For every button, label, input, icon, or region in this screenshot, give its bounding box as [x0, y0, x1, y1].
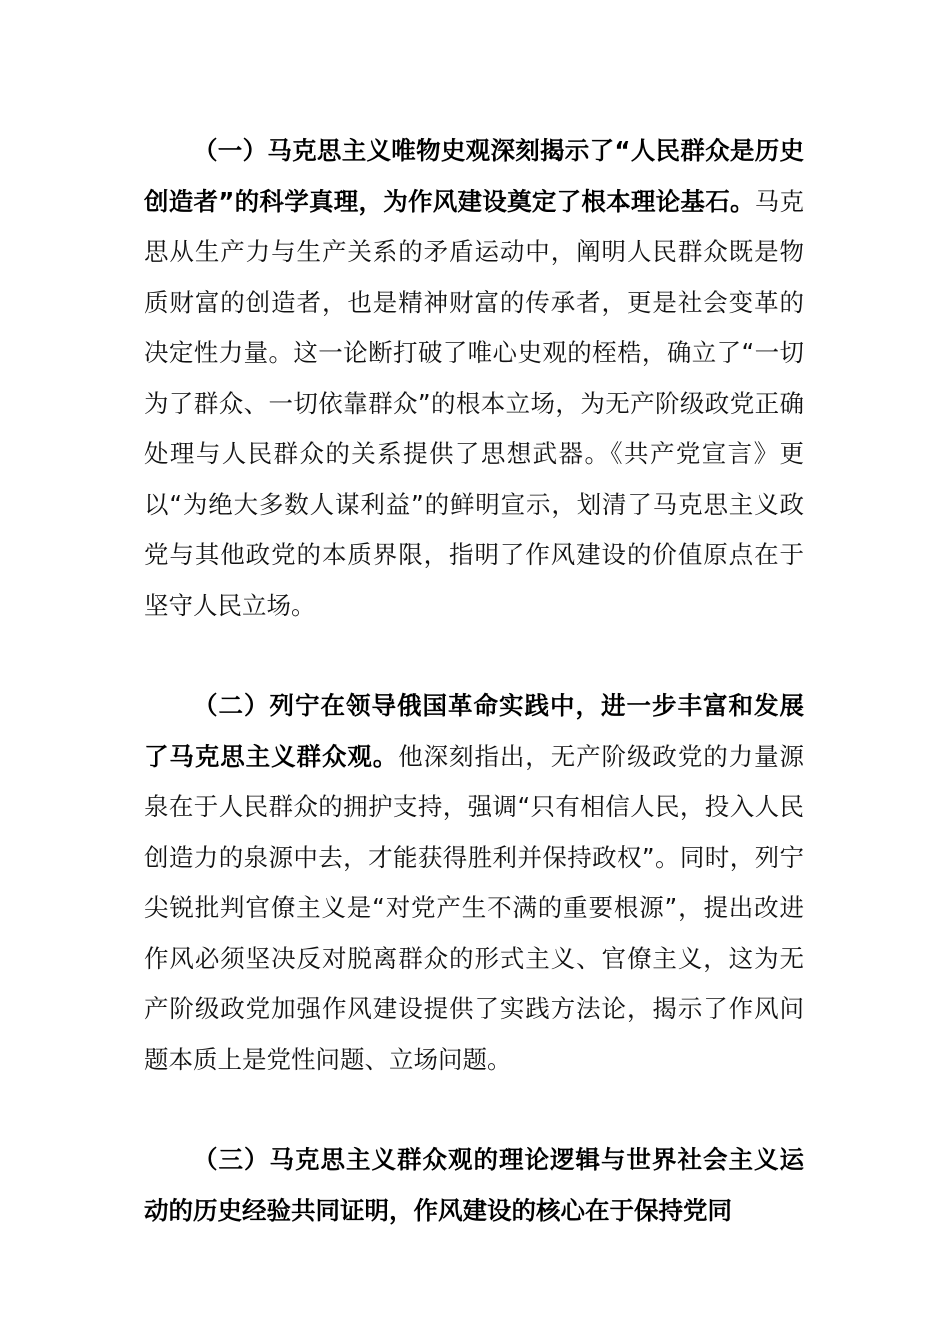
paragraph-3 — [144, 1135, 804, 1236]
paragraph-2 — [144, 681, 804, 1085]
paragraph-1-text: 马克思从生产力与生产关系的矛盾运动中，阐明人民群众既是物质财富的创造者，也是精神财富的传承者，更是社会变革的决定性力量。这一论断打破了唯心史观的桎梏，确立了“一切为了群众、一切依靠群众”的根本立场，为无产阶级政党正确处理与人民群众的关系提供了思想武器。《共产党宣言》更以“为绝大多数人谋利益”的鲜明宣示，划清了马克思主义政党与其他政党的本质界限，指明了作风建设的价值原点在于坚守人民立场。 — [144, 186, 804, 620]
paragraph-2-text: 他深刻指出，无产阶级政党的力量源泉在于人民群众的拥护支持，强调“只有相信人民，投入人民创造力的泉源中去，才能获得胜利并保持政权”。同时，列宁尖锐批判官僚主义是“对党产生不满的重要根源”，提出改进作风必须坚决反对脱离群众的形式主义、官僚主义，这为无产阶级政党加强作风建设提供了实践方法论，揭示了作风问题本质上是党性问题、立场问题。 — [144, 741, 805, 1074]
paragraph-2-heading: （二）列宁在领导俄国革命实践中，进一步丰富和发展了马克思主义群众观。 — [144, 691, 804, 771]
document-body — [144, 126, 804, 1236]
paragraph-1 — [144, 126, 804, 631]
paragraph-1-heading: （一）马克思主义唯物史观深刻揭示了“人民群众是历史创造者”的科学真理，为作风建设奠定了根本理论基石。 — [144, 136, 804, 216]
paragraph-3-heading: （三）马克思主义群众观的理论逻辑与世界社会主义运动的历史经验共同证明，作风建设的核心在于保持党同 — [144, 1145, 804, 1225]
